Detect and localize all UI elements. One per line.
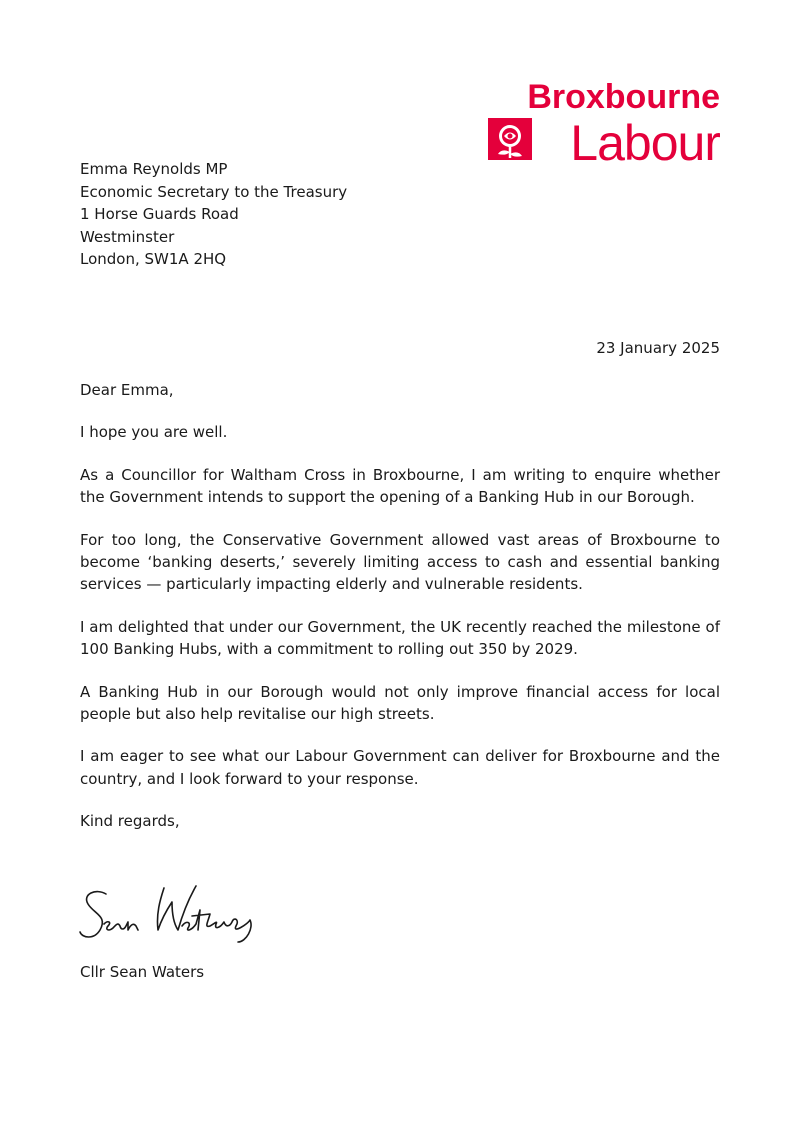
address-line: Westminster xyxy=(80,227,175,246)
paragraph: A Banking Hub in our Borough would not only improve financial access for local people but also help revitalise our high streets. xyxy=(80,682,720,724)
address-line: 1 Horse Guards Road xyxy=(80,205,239,223)
broxbourne-labour-logo xyxy=(484,78,720,164)
paragraph: As a Councillor for Waltham Cross in Broxbourne, I am writing to enquire whether the Government intends to support the opening of a Banking Hub in our Borough. xyxy=(80,465,720,507)
logo-line2: Labour xyxy=(570,115,720,164)
closing: Kind regards, xyxy=(80,812,180,831)
letter-body xyxy=(80,379,720,853)
address-line: Emma Reynolds MP xyxy=(80,160,228,178)
handwritten-signature xyxy=(78,880,278,952)
logo-graphic xyxy=(484,78,720,164)
address-line: Economic Secretary to the Treasury xyxy=(80,182,348,201)
salutation: Dear Emma, xyxy=(80,381,174,399)
paragraph: For too long, the Conservative Government allowed vast areas of Broxbourne to become ‘banking deserts,’ severely limiting access to cash and essential banking services — particularly impacting elderly and vulnerable residents. xyxy=(80,530,720,594)
signatory-name: Cllr Sean Waters xyxy=(80,963,205,981)
letter-date: 23 January 2025 xyxy=(596,339,720,357)
address-line: London, SW1A 2HQ xyxy=(80,250,227,268)
rose-icon xyxy=(488,118,532,160)
paragraph: I am eager to see what our Labour Government can deliver for Broxbourne and the country, and I look forward to your response. xyxy=(80,747,720,788)
logo-line1: Broxbourne xyxy=(527,78,720,116)
recipient-address xyxy=(80,158,347,271)
paragraph: I hope you are well. xyxy=(80,423,228,442)
paragraph: I am delighted that under our Government, the UK recently reached the milestone of 100 Banking Hubs, with a commitment to rolling out 350 by 2029. xyxy=(80,617,720,659)
